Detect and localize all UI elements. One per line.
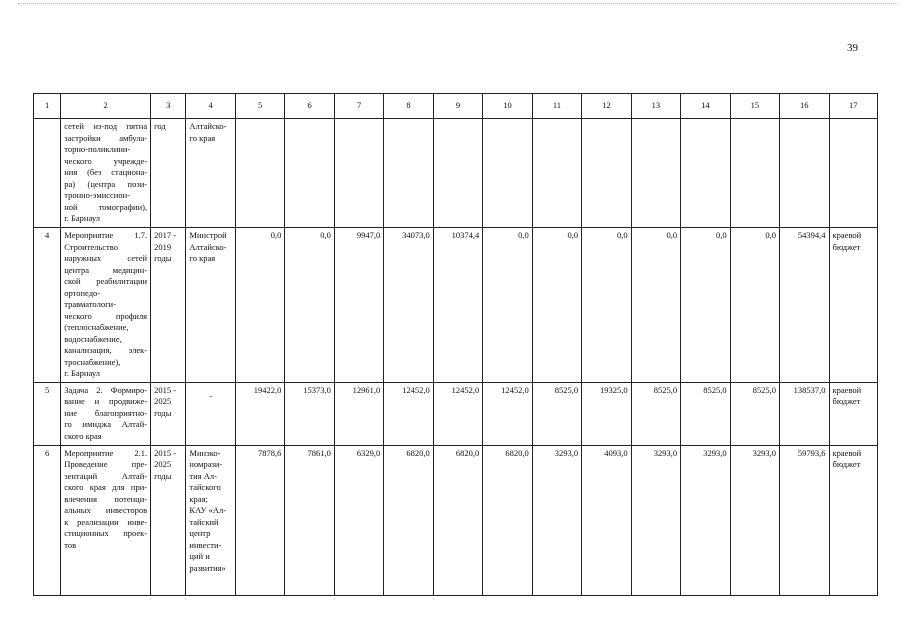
text-line: тайский [189, 516, 219, 527]
text-line: канализация, элек- [64, 345, 148, 355]
value-cell: 8525,0 [681, 382, 730, 445]
value-cell [285, 119, 334, 228]
header-cell: 5 [235, 94, 284, 119]
value-cell: 6820,0 [384, 445, 433, 595]
text-line: (теплоснабжение, [64, 322, 129, 332]
header-cell: 10 [483, 94, 532, 119]
value-cell: 0,0 [235, 228, 284, 383]
text-line: годы [154, 470, 172, 481]
activity-name-cell [61, 382, 151, 445]
funding-source-cell [829, 228, 877, 383]
text-line: номрази- [189, 459, 223, 469]
value-cell: 15373,0 [285, 382, 334, 445]
text-line: годы [154, 407, 172, 418]
text-line: ра) (центра пози- [64, 178, 148, 189]
text-line: ческого профиля [64, 310, 148, 321]
activity-name-cell [61, 445, 151, 595]
text-line: сетей из-под пятна [64, 121, 148, 131]
value-cell: 0,0 [631, 228, 680, 383]
value-cell: 7878,6 [235, 445, 284, 595]
value-cell: 3293,0 [730, 445, 779, 595]
text-line: 2015 - [154, 384, 177, 395]
program-table [33, 93, 878, 596]
table-row [34, 228, 878, 383]
text-line: годы [154, 253, 172, 263]
text-line: го имиджа Алтай- [64, 419, 148, 429]
text-line: ния (без стациона- [64, 167, 148, 177]
header-cell: 8 [384, 94, 433, 119]
period-cell [151, 119, 186, 228]
text-line: - [209, 390, 213, 401]
text-line: наружных сетей [64, 253, 148, 263]
value-cell [730, 119, 779, 228]
funding-source-cell [829, 119, 877, 228]
value-cell [483, 119, 532, 228]
text-line: 2025 [154, 459, 172, 469]
scan-edge-line [18, 3, 898, 4]
header-cell: 9 [433, 94, 482, 119]
value-cell: 19325,0 [582, 382, 631, 445]
text-line: г. Барнаул [64, 213, 100, 223]
text-line: ортопедо- [64, 287, 101, 298]
value-cell: 9947,0 [334, 228, 383, 383]
text-line: ной томографии), [64, 201, 148, 212]
value-cell [334, 119, 383, 228]
value-cell: 138537,0 [780, 382, 829, 445]
text-line: тайского [189, 482, 221, 492]
value-cell: 3293,0 [631, 445, 680, 595]
text-line: Мероприятие 2.1. [64, 447, 148, 458]
text-line: ской реабилитации [64, 276, 148, 286]
header-cell: 16 [780, 94, 829, 119]
value-cell: 6820,0 [433, 445, 482, 595]
value-cell: 10374,4 [433, 228, 482, 383]
header-cell: 11 [532, 94, 581, 119]
period-cell [151, 228, 186, 383]
text-line: 2019 [154, 241, 172, 252]
text-line: Алтайско- [189, 121, 227, 131]
text-line: Задача 2. Формиро- [64, 384, 148, 395]
row-number-cell: 6 [34, 445, 61, 595]
text-line: инвести- [189, 539, 222, 550]
text-line: травматологи- [64, 299, 116, 309]
text-line: бюджет [832, 459, 861, 469]
text-line: ций и [189, 551, 210, 561]
row-number-cell: 4 [34, 228, 61, 383]
value-cell: 34073,0 [384, 228, 433, 383]
text-line: зентаций Алтай- [64, 470, 148, 481]
text-line: Минстрой [189, 230, 227, 240]
text-line: 2017 - [154, 230, 177, 240]
text-line: ческого учрежде- [64, 155, 148, 166]
value-cell: 59793,6 [780, 445, 829, 595]
value-cell: 19422,0 [235, 382, 284, 445]
table-row [34, 382, 878, 445]
value-cell: 0,0 [532, 228, 581, 383]
text-line: бюджет [832, 396, 861, 406]
period-cell [151, 382, 186, 445]
text-line: тия Ал- [189, 470, 217, 481]
value-cell [433, 119, 482, 228]
text-line: г. Барнаул [64, 368, 100, 378]
header-row [34, 94, 878, 119]
text-line: бюджет [832, 241, 861, 252]
value-cell: 0,0 [582, 228, 631, 383]
header-cell: 3 [151, 94, 186, 119]
value-cell: 3293,0 [681, 445, 730, 595]
header-cell: 13 [631, 94, 680, 119]
text-line: застройки амбула- [64, 132, 148, 143]
header-cell: 2 [61, 94, 151, 119]
period-cell [151, 445, 186, 595]
header-cell: 15 [730, 94, 779, 119]
value-cell: 8525,0 [532, 382, 581, 445]
text-line: краевой [832, 447, 862, 458]
text-line: год [154, 121, 166, 131]
text-line: краевой [832, 230, 862, 240]
text-line: Алтайско- [189, 241, 227, 252]
text-line: к реализации инве- [64, 516, 148, 527]
value-cell [681, 119, 730, 228]
header-cell: 4 [186, 94, 235, 119]
value-cell [532, 119, 581, 228]
value-cell: 4093,0 [582, 445, 631, 595]
value-cell: 6329,0 [334, 445, 383, 595]
value-cell: 0,0 [681, 228, 730, 383]
value-cell: 6820,0 [483, 445, 532, 595]
text-line: 2015 - [154, 447, 177, 458]
text-line: тронно-эмиссион- [64, 190, 130, 200]
value-cell [235, 119, 284, 228]
text-line: тов [64, 539, 77, 550]
activity-name-cell [61, 119, 151, 228]
value-cell [780, 119, 829, 228]
text-line: альных инвесторов [64, 505, 148, 515]
executor-cell [186, 445, 235, 595]
value-cell: 12961,0 [334, 382, 383, 445]
text-line: развития» [189, 562, 226, 573]
header-cell: 12 [582, 94, 631, 119]
text-line: влечения потенци- [64, 493, 148, 504]
value-cell: 8525,0 [631, 382, 680, 445]
header-cell: 7 [334, 94, 383, 119]
value-cell: 0,0 [285, 228, 334, 383]
text-line: Минэко- [189, 447, 221, 458]
text-line: ского края [64, 430, 102, 441]
funding-source-cell [829, 382, 877, 445]
text-line: краевой [832, 384, 862, 395]
executor-cell [186, 382, 235, 445]
header-cell: 1 [34, 94, 61, 119]
value-cell: 0,0 [730, 228, 779, 383]
text-line: торно-поликлини- [64, 144, 131, 154]
activity-name-cell [61, 228, 151, 383]
text-line: вание и продвиже- [64, 396, 148, 406]
value-cell: 0,0 [483, 228, 532, 383]
text-line: ние благоприятно- [64, 407, 148, 418]
header-cell: 14 [681, 94, 730, 119]
value-cell: 8525,0 [730, 382, 779, 445]
value-cell [631, 119, 680, 228]
row-number-cell: 5 [34, 382, 61, 445]
header-cell: 6 [285, 94, 334, 119]
funding-source-cell [829, 445, 877, 595]
text-line: Мероприятие 1.7. [64, 230, 148, 240]
page-number: 39 [847, 42, 858, 54]
value-cell [582, 119, 631, 228]
value-cell: 7861,0 [285, 445, 334, 595]
text-line: го края [189, 132, 216, 143]
text-line: Строительство [64, 241, 118, 252]
text-line: края; [189, 493, 208, 504]
value-cell: 54394,4 [780, 228, 829, 383]
value-cell: 3293,0 [532, 445, 581, 595]
table-row [34, 119, 878, 228]
text-line: КАУ «Ал- [189, 505, 227, 515]
text-line: Проведение пре- [64, 459, 148, 469]
value-cell: 12452,0 [483, 382, 532, 445]
value-cell [384, 119, 433, 228]
text-line: ского края для при- [64, 482, 148, 492]
table-row [34, 445, 878, 595]
value-cell: 12452,0 [433, 382, 482, 445]
executor-cell [186, 119, 235, 228]
text-line: центр [189, 528, 211, 538]
row-number-cell [34, 119, 61, 228]
value-cell: 12452,0 [384, 382, 433, 445]
text-line: 2025 [154, 396, 172, 406]
text-line: го края [189, 253, 216, 263]
header-cell: 17 [829, 94, 877, 119]
text-line: центра медицин- [64, 264, 148, 275]
text-line: троснабжение), [64, 356, 121, 367]
executor-cell [186, 228, 235, 383]
text-line: стиционных проек- [64, 528, 148, 538]
text-line: водоснабжение, [64, 333, 122, 344]
